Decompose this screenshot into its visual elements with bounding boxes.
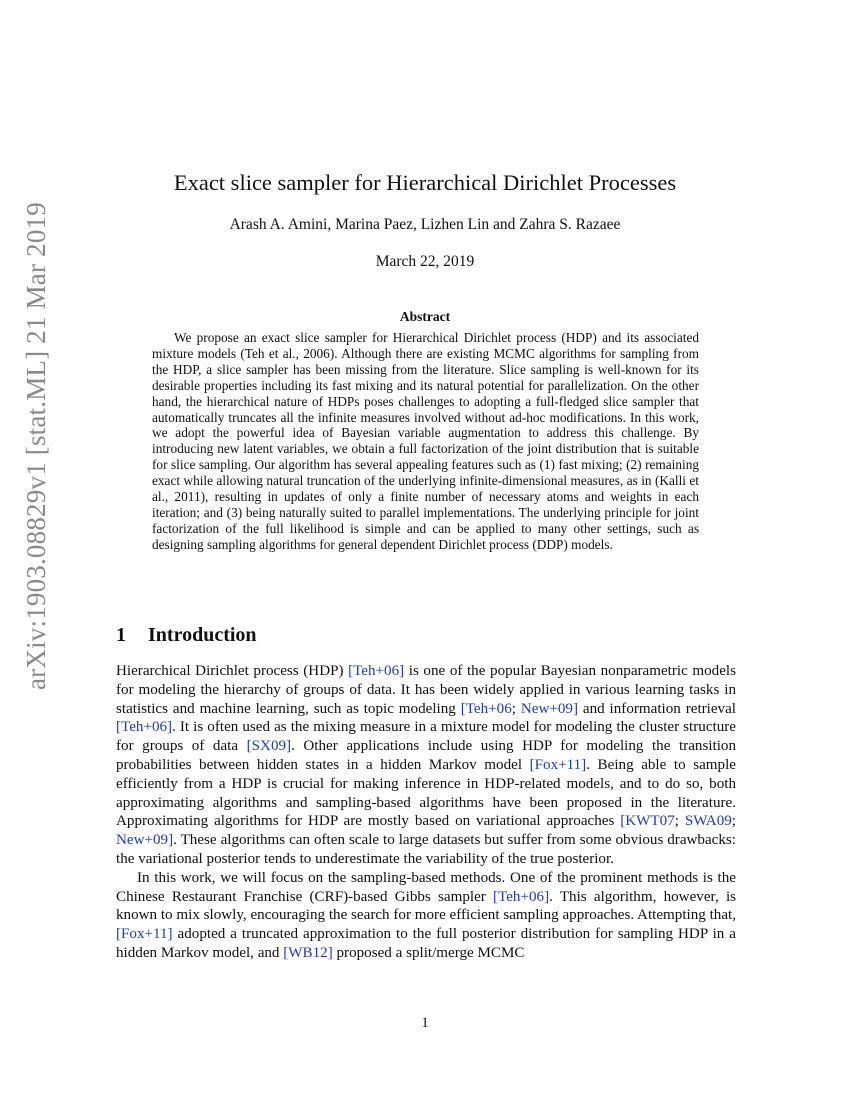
section-title: Introduction — [148, 624, 257, 646]
citation-link[interactable]: [Teh+06] — [348, 663, 405, 679]
citation-link[interactable]: [WB12] — [283, 944, 333, 961]
citation-link[interactable]: [KWT07 — [620, 813, 675, 830]
text-run: In this work, we will focus on the sampling-based methods. One of the prominent methods is the Chinese Restaurant Franchise (CRF)-based Gibbs sampler — [116, 869, 736, 905]
text-run: . It is often used as the mixing measure in a mixture model for modeling the cluster structure for groups of data — [116, 719, 736, 755]
paragraph — [116, 662, 736, 869]
citation-link[interactable]: SWA09 — [684, 813, 732, 830]
author-list: Arash A. Amini, Marina Paez, Lizhen Lin and Zahra S. Razaee — [229, 216, 621, 233]
citation-link[interactable]: [Teh+06] — [116, 719, 173, 736]
paper-title: Exact slice sampler for Hierarchical Dirichlet Processes — [173, 170, 677, 195]
citation-link[interactable]: [Teh+06 — [460, 700, 512, 717]
citation-link[interactable]: [Fox+11] — [116, 926, 173, 943]
publication-date: March 22, 2019 — [375, 253, 475, 270]
section-heading — [116, 624, 257, 647]
paragraph — [116, 869, 736, 963]
text-run: proposed a split/merge MCMC — [332, 944, 525, 961]
abstract-text: We propose an exact slice sampler for Hierarchical Dirichlet process (HDP) and its associated mixture models (Teh et al., 2006). Although there are existing MCMC algorithms for sampling from the HDP, a slice sampler has been missing from the literature. Slice sampling is well-known for its desirable properties including its fast mixing and its natural potential for parallelization. On the other hand, the hierarchical nature of HDPs poses challenges to adopting a full-fledged slice sampler that automatically truncates all the infinite measures involved without ad-hoc modifications. In this work, we adopt the powerful idea of Bayesian variable augmentation to address this challenge. By introducing new latent variables, we obtain a full factorization of the joint distribution that is suitable for slice sampling. Our algorithm has several appealing features such as (1) fast mixing; (2) remaining exact while allowing natural truncation of the underlying infinite-dimensional measures, as in (Kalli et al., 2011), resulting in updates of only a finite number of necessary atoms and weights in each iteration; and (3) being naturally suited to parallel implementations. The underlying principle for joint factorization of the full likelihood is simple and can be applied to many other settings, such as designing sampling algorithms for general dependent Dirichlet process (DDP) models. — [152, 330, 699, 552]
page-number: 1 — [421, 1015, 429, 1031]
citation-link[interactable]: [Fox+11] — [529, 756, 587, 773]
abstract-heading: Abstract — [399, 309, 451, 324]
text-run: ; — [511, 700, 521, 717]
introduction-body — [116, 662, 736, 963]
section-number: 1 — [116, 624, 126, 646]
text-run: . Being able to sample efficiently from a HDP is crucial for making inference in HDP-related models, and to do so, both approximating algorithms and sampling-based algorithms have been proposed in the literature. Approximating algorithms for HDP are mostly based on variational approaches — [116, 756, 736, 830]
text-run: Hierarchical Dirichlet process (HDP) — [116, 663, 349, 679]
citation-link[interactable]: New+09] — [520, 700, 578, 717]
citation-link[interactable]: New+09] — [116, 832, 174, 849]
citation-link[interactable]: [Teh+06] — [493, 888, 550, 905]
text-run: and information retrieval — [577, 700, 736, 717]
text-run: ; — [674, 813, 685, 830]
text-run: ; — [731, 813, 736, 830]
text-run: . This algorithm, however, is known to mix slowly, encouraging the search for more efficient sampling approaches. Attempting that, — [116, 888, 737, 924]
citation-link[interactable]: [SX09] — [246, 738, 292, 755]
text-run: is one of the popular Bayesian nonparametric models for modeling the hierarchy of groups of data. It has been widely applied in various learning tasks in statistics and machine learning, such as topic modeling — [116, 663, 736, 717]
text-run: adopted a truncated approximation to the full posterior distribution for sampling HDP in a hidden Markov model, and — [116, 926, 736, 961]
text-run: . These algorithms can often scale to large datasets but suffer from some obvious drawbacks: the variational posterior tends to underestimate the variability of the true posterior. — [116, 832, 736, 867]
arxiv-identifier: arXiv:1903.08829v1 [stat.ML] 21 Mar 2019 — [21, 202, 51, 690]
text-run: . Other applications include using HDP for modeling the transition probabilities between hidden states in a hidden Markov model — [116, 738, 736, 773]
